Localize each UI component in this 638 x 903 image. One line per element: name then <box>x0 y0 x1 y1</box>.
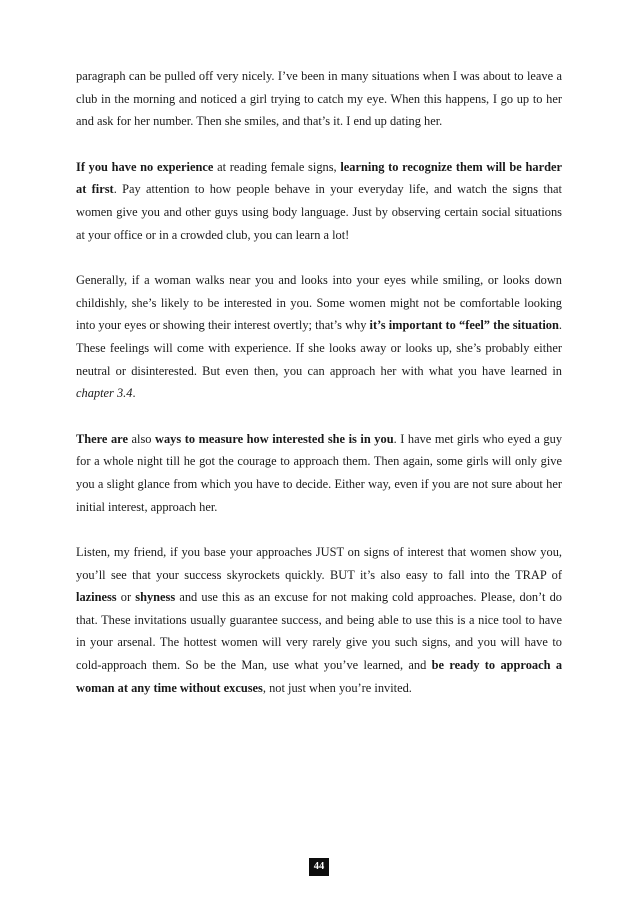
bold-text: it’s important to “feel” the situation <box>369 318 559 333</box>
bold-text: learning to recognize them will be harder at first <box>76 159 562 197</box>
text-run: also <box>127 431 156 446</box>
paragraph-3 <box>76 269 562 405</box>
bold-text: ways to measure how interested she is in you <box>155 431 394 446</box>
text-run: at reading female signs, <box>213 159 341 174</box>
text-run: Generally, if a woman walks near you and looks into your eyes while smiling, or looks down childishly, she’s likely to be interested in you. Some women might not be comfortable looking into your eyes or showing their interest overtly; that’s why <box>76 273 562 333</box>
text-run: . I have met girls who eyed a guy for a whole night till he got the courage to approach them. Then again, some girls will only give you a slight glance from which you have to decide. Either way, even if you are not sure about her initial interest, approach her. <box>76 431 563 514</box>
paragraph-4 <box>76 428 562 518</box>
text-run: or <box>116 590 136 605</box>
paragraph-1 <box>76 65 562 133</box>
text-run: . These feelings will come with experience. If she looks away or looks up, she’s probably either neutral or disinterested. But even then, you can approach her with what you have learned in <box>76 318 562 378</box>
page-number: 44 <box>309 858 329 876</box>
text-run: . <box>132 386 136 401</box>
page-body <box>76 65 562 722</box>
text-run: paragraph can be pulled off very nicely. I’ve been in many situations when I was about to leave a club in the morning and noticed a girl trying to catch my eye. When this happens, I go up to her and ask for her number. Then she smiles, and that’s it. I end up dating her. <box>76 69 562 129</box>
italic-text: chapter 3.4 <box>76 386 133 401</box>
bold-text: laziness <box>76 590 117 605</box>
paragraph-5 <box>76 541 562 699</box>
bold-text: be ready to approach a woman at any time without excuses <box>76 658 563 695</box>
bold-text: If you have no experience <box>76 159 214 174</box>
bold-text: shyness <box>135 590 176 605</box>
text-run: Listen, my friend, if you base your approaches JUST on signs of interest that women show you, you’ll see that your success skyrockets quickly. BUT it’s also easy to fall into the TRAP of <box>76 545 562 582</box>
text-run: and use this as an excuse for not making cold approaches. Please, don’t do that. These invitations usually guarantee success, and being able to use this is a nice tool to have in your arsenal. The hottest women will very rarely give you such signs, and you will have to cold-approach them. So be the Man, use what you’ve learned, and <box>76 590 562 673</box>
paragraph-2 <box>76 156 562 246</box>
text-run: , not just when you’re invited. <box>262 680 412 695</box>
bold-text: There are <box>76 431 128 446</box>
text-run: . Pay attention to how people behave in your everyday life, and watch the signs that women give you and other guys using body language. Just by observing certain social situations at your office or in a crowded club, you can learn a lot! <box>76 182 562 242</box>
